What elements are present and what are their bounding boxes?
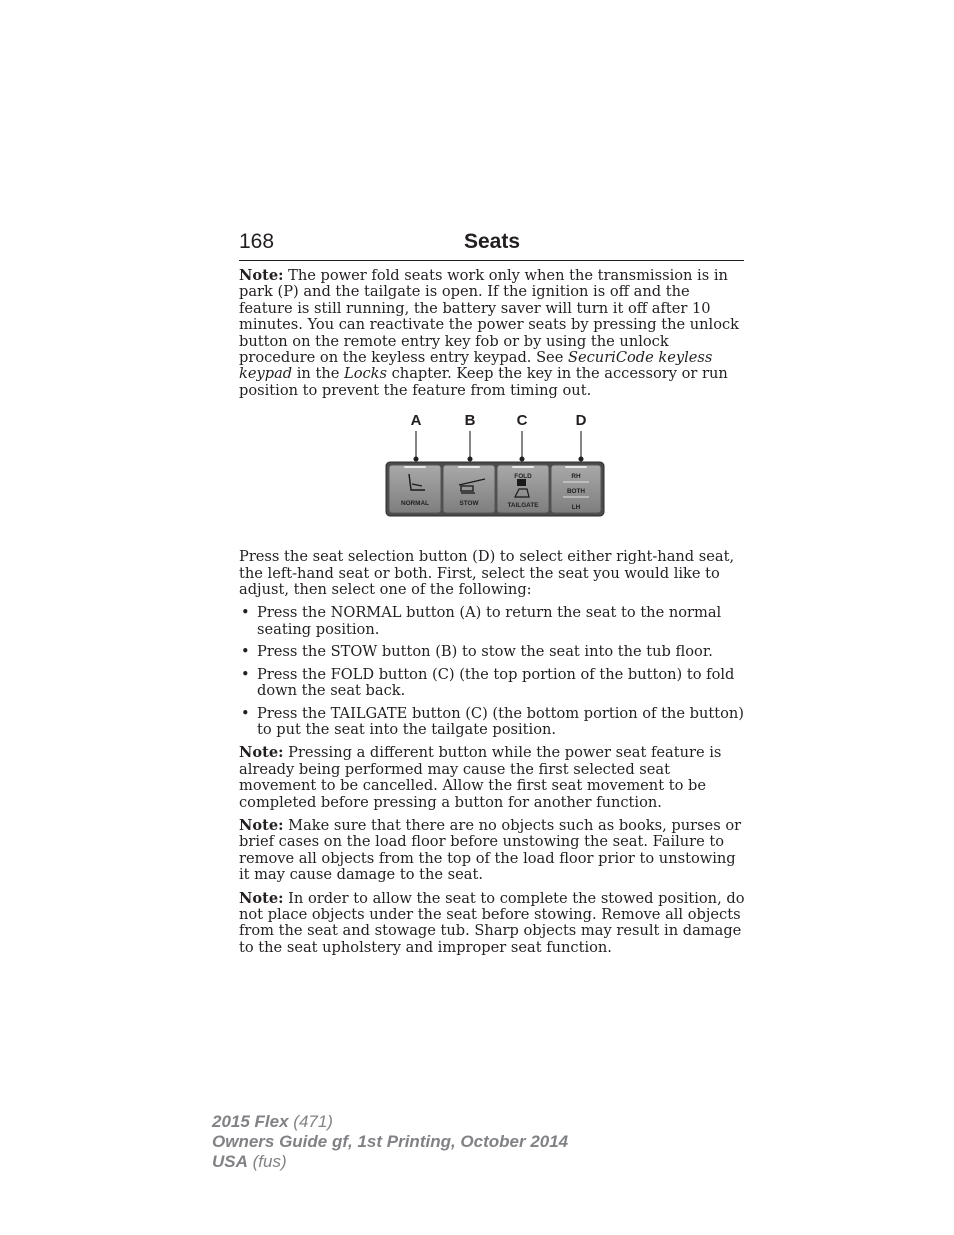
seat-control-panel-figure bbox=[239, 407, 745, 537]
note-label: Note: bbox=[239, 889, 284, 907]
callout-leader-lines bbox=[414, 431, 583, 461]
note-paragraph bbox=[239, 818, 745, 884]
page-footer bbox=[212, 1112, 568, 1172]
note-text: chapter. Keep the key in the accessory or run position to prevent the feature from timing out. bbox=[239, 365, 728, 399]
note-text: The power fold seats work only when the transmission is in park (P) and the tailgate is open. If the ignition is off and the feature is still running, the battery saver will turn it off after 10 minutes. You can reactivate the power seats by pressing the unlock button on the remote entry key fob or by using the unlock procedure on the keyless entry keypad. See bbox=[239, 267, 740, 367]
note-paragraph bbox=[239, 891, 745, 957]
stow-label: STOW bbox=[459, 500, 479, 508]
note-label: Note: bbox=[239, 816, 284, 834]
instruction-paragraph: Press the seat selection button (D) to select either right-hand seat, the left-hand seat or both. First, select the seat you would like to adjust, then select one of the following: bbox=[239, 548, 735, 599]
footer-market-code: (fus) bbox=[247, 1152, 287, 1171]
normal-label: NORMAL bbox=[400, 500, 430, 508]
tailgate-label: TAILGATE bbox=[507, 502, 539, 510]
chapter-reference: SecuriCode keyless keypad bbox=[239, 349, 713, 383]
rh-label: RH bbox=[571, 473, 581, 481]
note-text: in the bbox=[292, 365, 344, 383]
both-label: BOTH bbox=[566, 488, 586, 496]
note-text: Make sure that there are no objects such as books, purses or brief cases on the load floor before unstowing the seat. Failure to remove all objects from the top of the load floor prior to unstowing it may cause damage to the seat. bbox=[239, 816, 742, 884]
main-content bbox=[239, 268, 745, 963]
list-item: • Press the FOLD button (C) (the top portion of the button) to fold down the seat back. bbox=[239, 667, 745, 700]
lh-label: LH bbox=[571, 504, 581, 512]
button-instructions-list bbox=[239, 605, 745, 738]
callout-a: A bbox=[410, 412, 422, 430]
footer-line-model bbox=[212, 1112, 568, 1132]
note-label: Note: bbox=[239, 267, 284, 284]
chapter-reference: Locks bbox=[344, 365, 387, 383]
footer-line-market bbox=[212, 1152, 568, 1172]
note-text: Pressing a different button while the power seat feature is already being performed may cause the first selected seat movement to be cancelled. Allow the first seat movement to be completed before pressing a button for another function. bbox=[239, 744, 722, 811]
fold-label: FOLD bbox=[514, 473, 532, 481]
footer-model: 2015 Flex bbox=[212, 1112, 289, 1131]
note-paragraph bbox=[239, 268, 745, 399]
section-title: Seats bbox=[464, 230, 521, 253]
list-item: • Press the NORMAL button (A) to return the seat to the normal seating position. bbox=[239, 605, 745, 638]
list-item: • Press the TAILGATE button (C) (the bottom portion of the button) to put the seat into the tailgate position. bbox=[239, 706, 745, 739]
list-item: • Press the STOW button (B) to stow the seat into the tub floor. bbox=[239, 644, 745, 660]
footer-line-edition: Owners Guide gf, 1st Printing, October 2014 bbox=[212, 1132, 569, 1151]
callout-d: D bbox=[575, 412, 587, 430]
note-text: In order to allow the seat to complete the stowed position, do not place objects under the seat before stowing. Remove all objects from the seat and stowage tub. Sharp objects may result in damage to the seat upholstery and improper seat function. bbox=[239, 889, 745, 956]
footer-model-code: (471) bbox=[288, 1112, 333, 1131]
note-label: Note: bbox=[239, 744, 284, 762]
page-number: 168 bbox=[239, 230, 275, 253]
callout-b: B bbox=[464, 412, 476, 430]
callout-c: C bbox=[516, 412, 528, 430]
note-paragraph bbox=[239, 745, 745, 811]
seat-control-panel-illustration bbox=[239, 407, 745, 537]
page-header bbox=[239, 230, 744, 261]
footer-market: USA bbox=[212, 1152, 248, 1171]
